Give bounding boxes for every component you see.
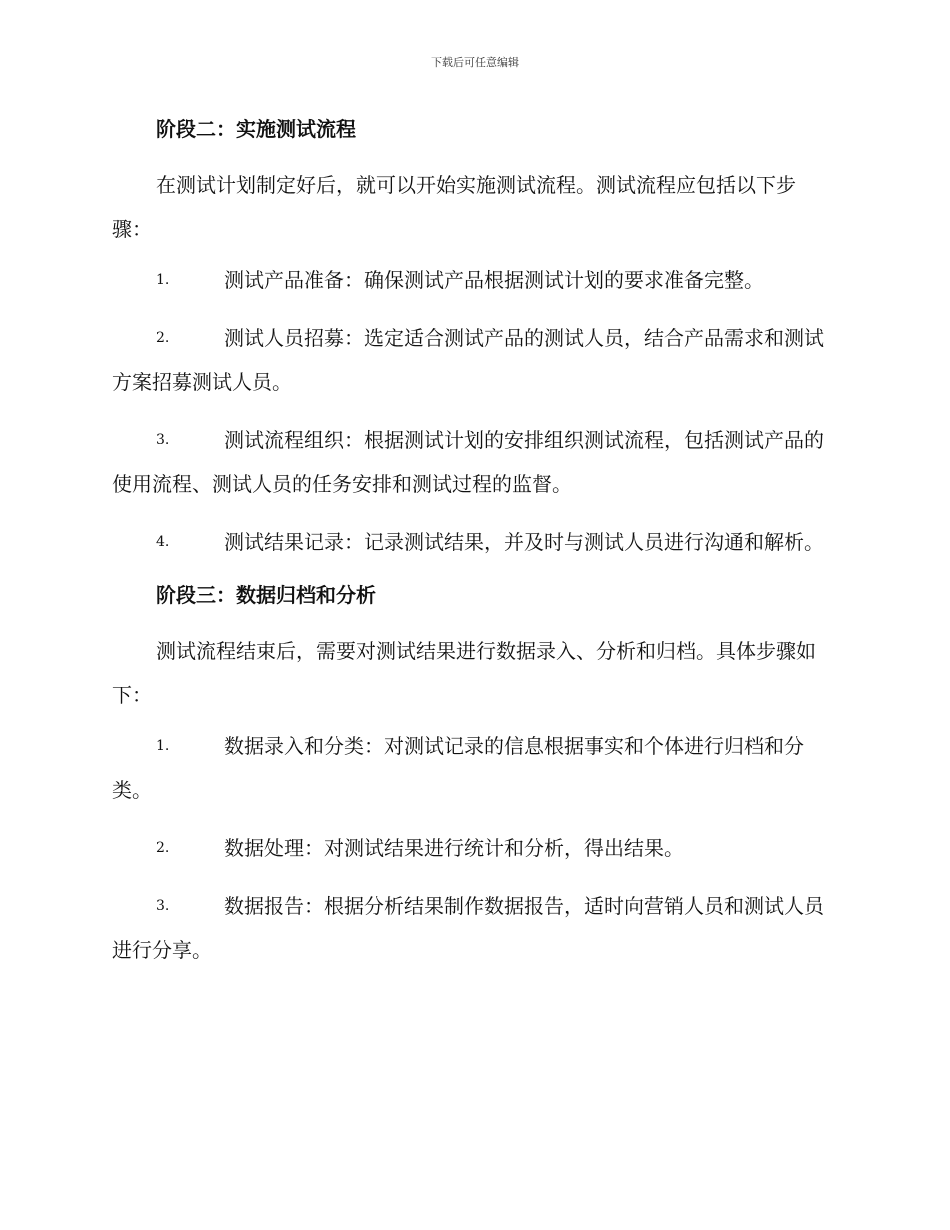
- list-item-text: 测试结果记录：记录测试结果，并及时与测试人员进行沟通和解析。: [224, 530, 824, 554]
- list-item: [112, 316, 834, 404]
- list-item: [112, 826, 834, 870]
- list-item-number: 2.: [156, 840, 170, 856]
- list-item-text: 测试产品准备：确保测试产品根据测试计划的要求准备完整。: [224, 268, 764, 292]
- list-item-number: 4.: [156, 534, 170, 550]
- section-heading: 阶段二：实施测试流程: [156, 117, 356, 141]
- page-header: 下载后可任意编辑: [431, 56, 519, 69]
- list-item-text: 测试人员招募：选定适合测试产品的测试人员，结合产品需求和测试方案招募测试人员。: [112, 326, 824, 394]
- list-item: [112, 520, 834, 564]
- list-item: [112, 884, 834, 972]
- list-item-number: 3.: [156, 898, 170, 914]
- list-item-number: 3.: [156, 432, 170, 448]
- section-intro: 在测试计划制定好后，就可以开始实施测试流程。测试流程应包括以下步骤：: [112, 173, 796, 241]
- document-body: [112, 112, 834, 986]
- list-item: [112, 258, 834, 302]
- list-item-text: 数据录入和分类：对测试记录的信息根据事实和个体进行归档和分类。: [112, 734, 804, 802]
- list-item-text: 数据报告：根据分析结果制作数据报告，适时向营销人员和测试人员进行分享。: [112, 894, 824, 962]
- list-item-text: 数据处理：对测试结果进行统计和分析，得出结果。: [224, 836, 684, 860]
- section-heading: 阶段三：数据归档和分析: [156, 583, 376, 607]
- section-intro: 测试流程结束后，需要对测试结果进行数据录入、分析和归档。具体步骤如下：: [112, 639, 816, 707]
- list-item-text: 测试流程组织：根据测试计划的安排组织测试流程，包括测试产品的使用流程、测试人员的任务安排和测试过程的监督。: [112, 428, 824, 496]
- list-item-number: 2.: [156, 330, 170, 346]
- list-item-number: 1.: [156, 738, 170, 754]
- list-item: [112, 724, 834, 812]
- list-item-number: 1.: [156, 272, 170, 288]
- list-item: [112, 418, 834, 506]
